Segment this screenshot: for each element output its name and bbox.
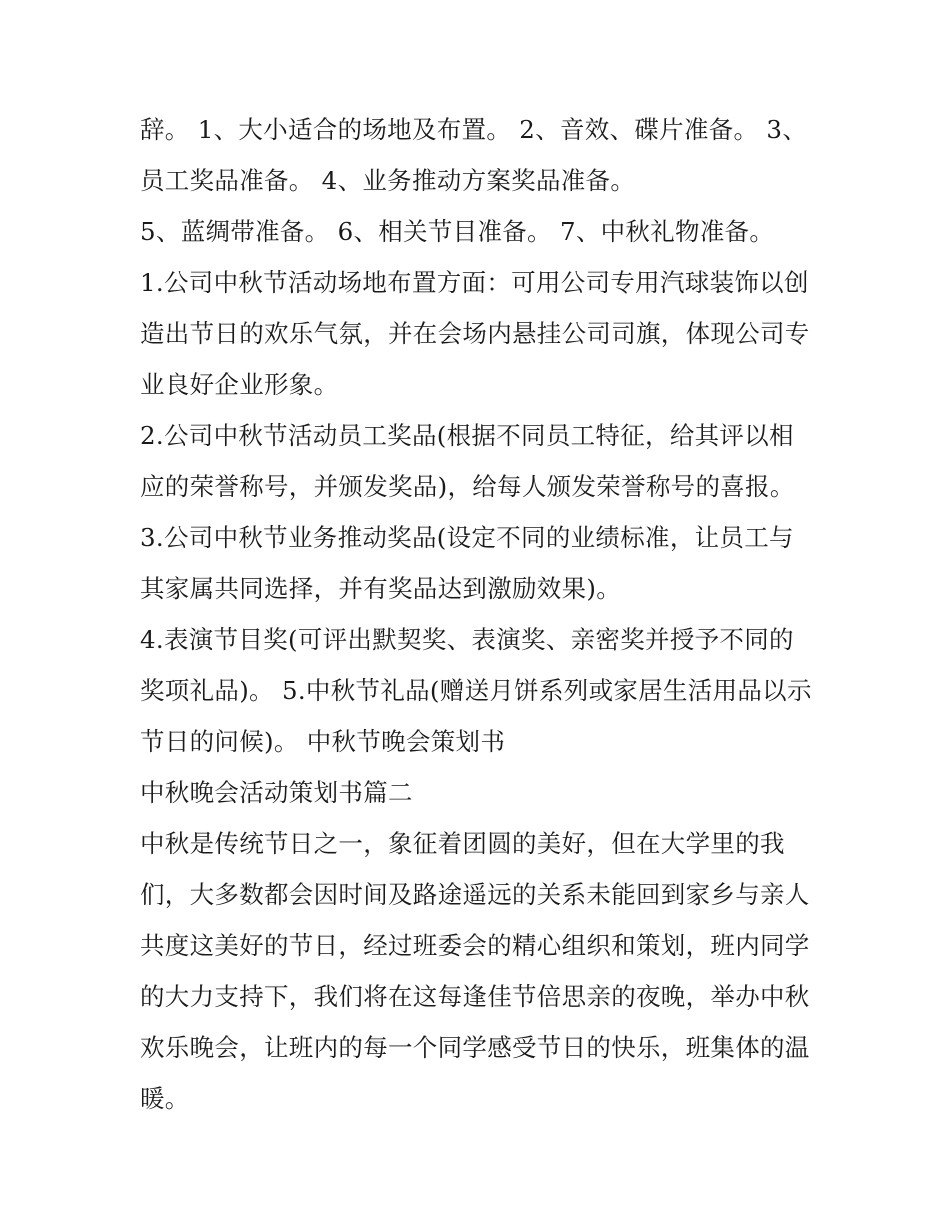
text-line: 2.公司中秋节活动员工奖品(根据不同员工特征，给其评以相	[140, 421, 794, 450]
text-line: 辞。 1、大小适合的场地及布置。 2、音效、碟片准备。 3、	[140, 115, 808, 144]
text-line: 1.公司中秋节活动场地布置方面：可用公司专用汽球装饰以创	[140, 268, 809, 297]
text-line: 共度这美好的节日，经过班委会的精心组织和策划，班内同学	[140, 931, 810, 960]
text-line: 欢乐晚会，让班内的每一个同学感受节日的快乐，班集体的温	[140, 1033, 810, 1062]
section-heading: 中秋晚会活动策划书篇二	[140, 778, 413, 807]
text-line: 4.表演节目奖(可评出默契奖、表演奖、亲密奖并授予不同的	[140, 625, 794, 654]
text-line: 的大力支持下，我们将在这每逢佳节倍思亲的夜晚，举办中秋	[140, 982, 810, 1011]
text-line: 业良好企业形象。	[140, 370, 339, 399]
text-line: 5、蓝绸带准备。 6、相关节目准备。 7、中秋礼物准备。	[140, 217, 775, 246]
text-line: 中秋是传统节日之一，象征着团圆的美好，但在大学里的我	[140, 829, 785, 858]
text-line: 3.公司中秋节业务推动奖品(设定不同的业绩标准，让员工与	[140, 523, 794, 552]
text-line: 其家属共同选择，并有奖品达到激励效果)。	[140, 574, 622, 603]
text-line: 们，大多数都会因时间及路途遥远的关系未能回到家乡与亲人	[140, 880, 810, 909]
text-line: 员工奖品准备。 4、业务推动方案奖品准备。	[140, 166, 636, 195]
text-line: 暖。	[140, 1084, 190, 1113]
text-line: 应的荣誉称号，并颁发奖品)，给每人颁发荣誉称号的喜报。	[140, 472, 795, 501]
text-line: 奖项礼品)。 5.中秋节礼品(赠送月饼系列或家居生活用品以示	[140, 676, 812, 705]
document-page	[140, 104, 820, 1124]
text-line: 节日的问候)。 中秋节晚会策划书	[140, 727, 506, 756]
text-line: 造出节日的欢乐气氛，并在会场内悬挂公司司旗，体现公司专	[140, 319, 810, 348]
